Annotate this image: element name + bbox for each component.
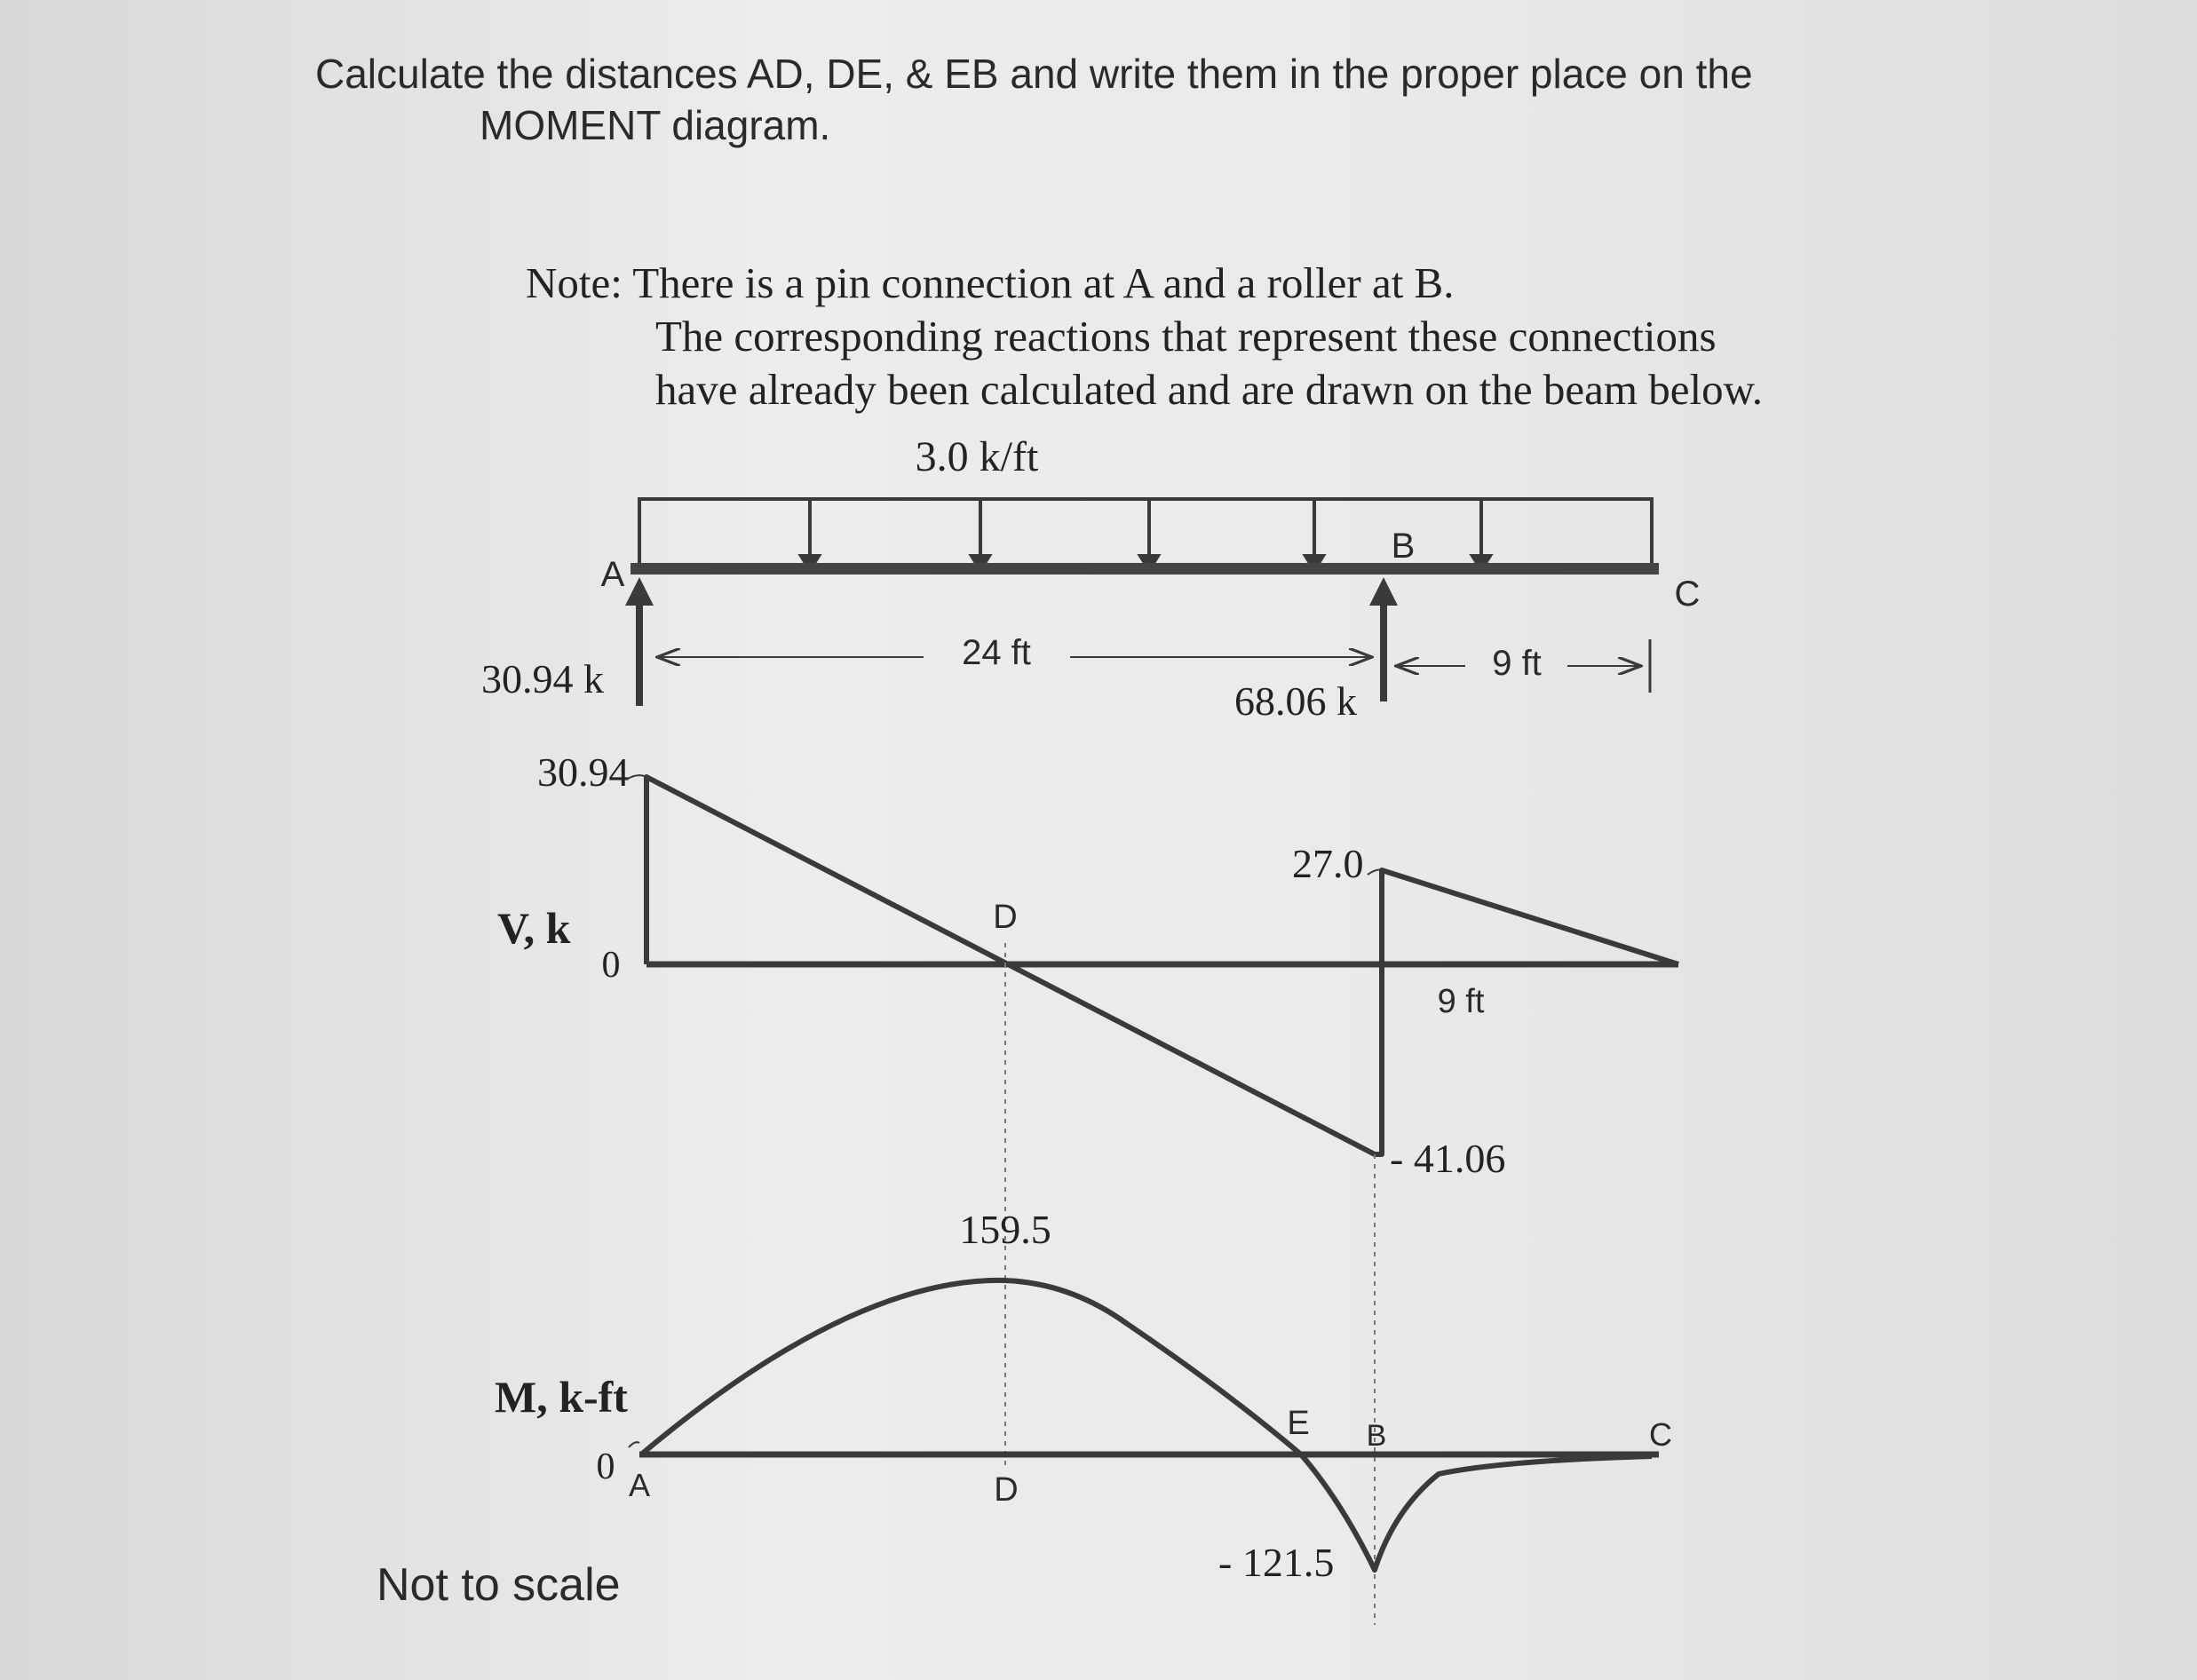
shear-diagram — [497, 749, 1678, 1181]
question-line-1: Calculate the distances AD, DE, & EB and write them in the proper place on the — [315, 51, 1753, 97]
beam-point-c: C — [1674, 575, 1701, 614]
reaction-a-label: 30.94 k — [481, 656, 604, 701]
shear-min-label: - 41.06 — [1390, 1136, 1506, 1181]
moment-point-b: B — [1366, 1419, 1387, 1453]
span-bc-label: 9 ft — [1492, 644, 1542, 683]
reaction-arrowhead-a — [625, 577, 654, 606]
beam-point-b: B — [1391, 527, 1416, 566]
span-ab-label: 24 ft — [962, 633, 1031, 672]
shear-right-max-label: 27.0 — [1292, 841, 1364, 886]
shear-max-label: 30.94 — [537, 749, 630, 795]
note-line-2: The corresponding reactions that represent these connections — [655, 312, 1717, 361]
moment-zero-label: 0 — [596, 1446, 615, 1487]
moment-point-e: E — [1287, 1405, 1310, 1442]
note-line-1: Note: There is a pin connection at A and a roller at B. — [526, 258, 1455, 307]
moment-point-c: C — [1649, 1416, 1672, 1453]
moment-curve — [641, 1280, 1652, 1570]
scale-note: Not to scale — [377, 1559, 621, 1611]
shear-point-d: D — [993, 899, 1018, 936]
shear-span-label: 9 ft — [1437, 983, 1485, 1020]
beam-point-a: A — [600, 555, 625, 594]
load-arrows — [801, 499, 1490, 570]
beam — [631, 563, 1659, 575]
moment-axis-label: M, k-ft — [495, 1372, 628, 1422]
reaction-arrowhead-b — [1369, 577, 1398, 606]
beam-figure — [481, 433, 1700, 724]
load-label: 3.0 k/ft — [915, 433, 1039, 480]
moment-point-a: A — [628, 1467, 651, 1503]
shear-zero-label: 0 — [601, 945, 621, 986]
moment-max-label: 159.5 — [959, 1207, 1051, 1252]
question-line-2: MOMENT diagram. — [480, 102, 831, 148]
shear-axis-label: V, k — [497, 903, 571, 953]
reaction-b-label: 68.06 k — [1234, 678, 1357, 724]
moment-min-label: - 121.5 — [1218, 1540, 1335, 1585]
note-line-3: have already been calculated and are drawn on the beam below. — [655, 365, 1764, 414]
moment-point-d: D — [994, 1471, 1019, 1509]
moment-zero-leader — [629, 1442, 639, 1447]
moment-diagram — [495, 1207, 1672, 1585]
